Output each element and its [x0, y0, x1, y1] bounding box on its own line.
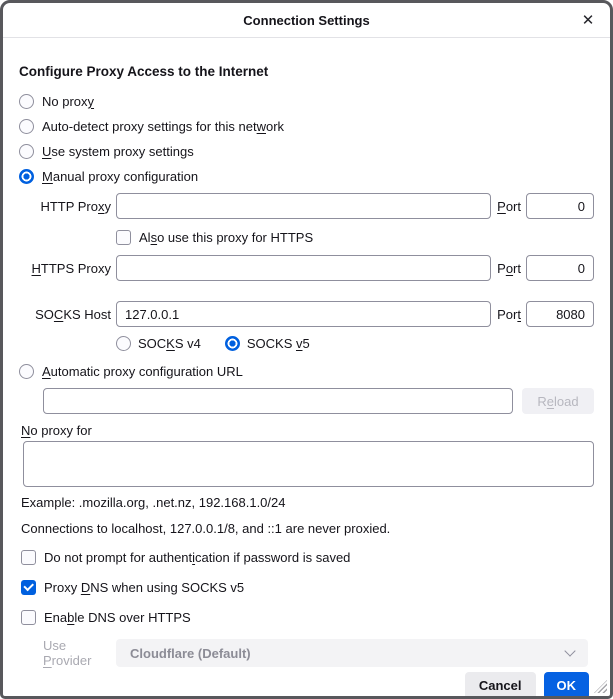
radio-label-socks-v4: SOCKS v4: [138, 335, 201, 351]
checkbox-label-no-prompt-auth: Do not prompt for authentication if password is saved: [44, 549, 351, 565]
radio-label-socks-v5: SOCKS v5: [246, 335, 310, 351]
socks-v4-option[interactable]: [116, 336, 201, 351]
radio-label-auto-url: Automatic proxy configuration URL: [42, 364, 243, 379]
auto-url-row: [43, 388, 594, 414]
provider-dropdown[interactable]: [116, 639, 588, 667]
auto-url-input[interactable]: [43, 388, 513, 414]
radio-row-system-proxy[interactable]: [19, 143, 594, 160]
http-proxy-input[interactable]: [116, 193, 491, 219]
page-title: Configure Proxy Access to the Internet: [19, 64, 269, 79]
footer: [3, 667, 610, 699]
radio-socks-v4[interactable]: [116, 336, 131, 351]
doh-row[interactable]: [21, 609, 594, 625]
radio-label-auto-detect: Auto-detect proxy settings for this network: [42, 119, 285, 134]
socks-host-row: [19, 301, 594, 327]
checkbox-label-proxy-dns: Proxy DNS when using SOCKS v5: [44, 579, 245, 595]
close-icon: ✕: [581, 12, 595, 29]
cancel-button[interactable]: Cancel: [465, 672, 536, 699]
proxy-dns-row[interactable]: [21, 579, 594, 595]
https-proxy-row: [19, 255, 594, 281]
https-port-label: Port: [497, 260, 521, 276]
localhost-note: Connections to localhost, 127.0.0.1/8, and ::1 are never proxied.: [21, 521, 391, 536]
dialog-title: Connection Settings: [243, 12, 370, 28]
dialog-content: [3, 38, 610, 667]
also-https-row[interactable]: [116, 229, 594, 245]
https-proxy-input[interactable]: [116, 255, 491, 281]
socks-v5-option[interactable]: [225, 336, 310, 351]
titlebar: [3, 3, 610, 38]
radio-row-auto-url[interactable]: [19, 363, 594, 380]
socks-host-label: SOCKS Host: [35, 306, 111, 322]
socks-port-label: Port: [497, 306, 521, 322]
use-provider-row: [43, 639, 588, 667]
radio-auto-detect[interactable]: [19, 119, 34, 134]
socks-version-row: [116, 335, 594, 351]
radio-manual-proxy[interactable]: [19, 169, 34, 184]
radio-no-proxy[interactable]: [19, 94, 34, 109]
radio-row-manual-proxy[interactable]: [19, 168, 594, 185]
radio-system-proxy[interactable]: [19, 144, 34, 159]
socks-port-input[interactable]: [526, 301, 594, 327]
checkbox-proxy-dns[interactable]: [21, 580, 36, 595]
http-port-input[interactable]: [526, 193, 594, 219]
close-button[interactable]: [577, 9, 599, 31]
radio-label-manual-proxy: Manual proxy configuration: [42, 169, 199, 184]
https-proxy-label: HTTPS Proxy: [31, 260, 111, 276]
use-provider-label: Use Provider: [43, 638, 92, 668]
socks-host-input[interactable]: [116, 301, 491, 327]
provider-selected-value: Cloudflare (Default): [130, 645, 251, 661]
no-proxy-for-textarea[interactable]: [23, 441, 594, 487]
radio-row-no-proxy[interactable]: [19, 93, 594, 110]
http-proxy-row: [19, 193, 594, 219]
radio-label-system-proxy: Use system proxy settings: [42, 144, 194, 159]
checkbox-no-prompt-auth[interactable]: [21, 550, 36, 565]
checkbox-label-also-https: Also use this proxy for HTTPS: [139, 229, 314, 245]
radio-socks-v5[interactable]: [225, 336, 240, 351]
no-proxy-for-label: N o proxy for: [21, 422, 92, 438]
ok-button[interactable]: OK: [544, 672, 590, 699]
example-text: Example: .mozilla.org, .net.nz, 192.168.1.0/24: [21, 495, 286, 510]
checkbox-enable-doh[interactable]: [21, 610, 36, 625]
radio-auto-url[interactable]: [19, 364, 34, 379]
checkbox-label-enable-doh: Enable DNS over HTTPS: [44, 609, 191, 625]
chevron-down-icon: [564, 645, 575, 656]
reload-button[interactable]: Reload: [522, 388, 594, 414]
radio-row-auto-detect[interactable]: [19, 118, 594, 135]
radio-label-no-proxy: No proxy: [42, 94, 95, 109]
http-proxy-label: HTTP Proxy: [40, 198, 111, 214]
https-port-input[interactable]: [526, 255, 594, 281]
checkbox-also-https[interactable]: [116, 230, 131, 245]
no-prompt-row[interactable]: [21, 549, 594, 565]
http-port-label: Port: [497, 198, 521, 214]
